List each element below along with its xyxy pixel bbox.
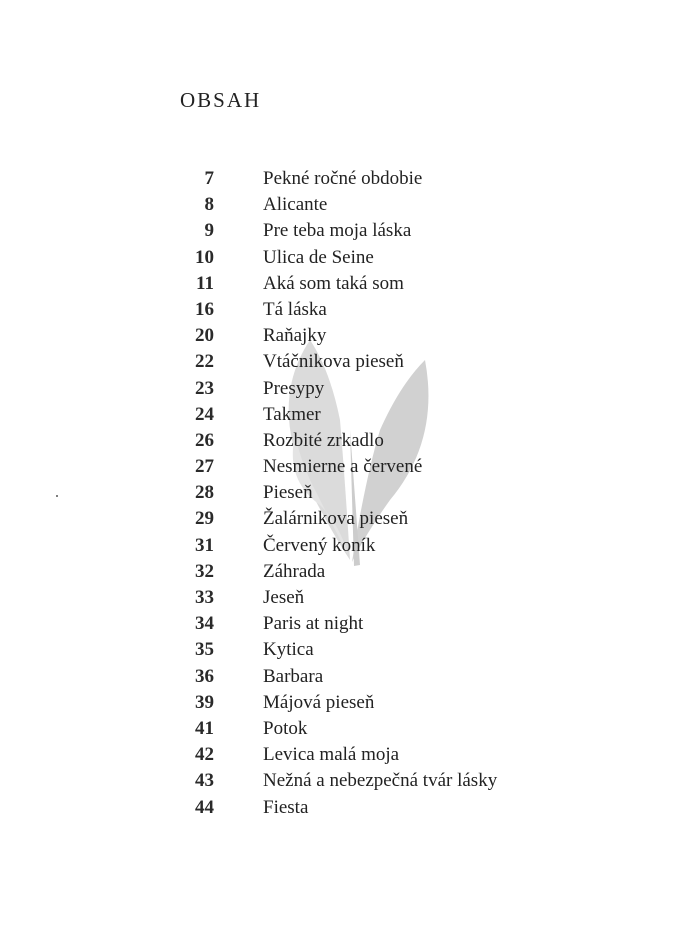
- toc-entry-title: Tá láska: [263, 298, 327, 320]
- toc-entry-title: Rozbité zrkadlo: [263, 429, 384, 451]
- toc-entry: [0, 795, 700, 821]
- toc-entry-title: Alicante: [263, 194, 328, 216]
- toc-entry: [0, 585, 700, 611]
- toc-page-number: 29: [195, 508, 214, 530]
- toc-entry: [0, 480, 700, 506]
- toc-page-number: 41: [195, 717, 214, 739]
- toc-entry: [0, 454, 700, 480]
- toc-entry-title: Raňajky: [263, 325, 327, 347]
- toc-page-number: 9: [204, 220, 214, 242]
- toc-page-number: 27: [195, 456, 214, 478]
- toc-page-number: 8: [204, 194, 214, 216]
- toc-page-number: 24: [195, 403, 214, 425]
- toc-entry: [0, 506, 700, 532]
- toc-entry-title: Presypy: [263, 377, 325, 399]
- toc-page-number: 26: [195, 429, 214, 451]
- toc-entry-title: Potok: [263, 717, 308, 739]
- toc-page-number: 32: [195, 560, 214, 582]
- toc-entry: [0, 192, 700, 218]
- toc-page-number: 22: [195, 351, 214, 373]
- toc-entry: [0, 271, 700, 297]
- toc-entry: [0, 664, 700, 690]
- toc-page-number: 39: [195, 691, 214, 713]
- toc-entry-title: Barbara: [263, 665, 324, 687]
- toc-entry: [0, 166, 700, 192]
- toc-entry-title: Jeseň: [263, 587, 305, 608]
- toc-entry-title: Pieseň: [263, 482, 313, 504]
- toc-page-number: 23: [195, 377, 214, 399]
- toc-page-number: 7: [204, 168, 214, 189]
- toc-page-number: 10: [195, 246, 214, 268]
- toc-entry-title: Nesmierne a červené: [263, 456, 423, 478]
- toc-entry: [0, 245, 700, 271]
- toc-entry-title: Záhrada: [263, 560, 326, 582]
- toc-entry-title: Žalárnikova pieseň: [263, 508, 409, 530]
- toc-entry: [0, 323, 700, 349]
- toc-entry: [0, 402, 700, 428]
- toc-page-number: 16: [195, 298, 214, 320]
- toc-entry-title: Fiesta: [263, 796, 309, 818]
- margin-dot: [56, 495, 58, 497]
- page-title: OBSAH: [180, 88, 262, 112]
- toc-page-number: 34: [195, 613, 214, 635]
- toc-entry: [0, 637, 700, 663]
- toc-entry-title: Vtáčnikova pieseň: [263, 351, 404, 373]
- toc-page-number: 36: [195, 665, 214, 687]
- toc-entry-title: Májová pieseň: [263, 691, 375, 713]
- toc-entry-title: Ulica de Seine: [263, 246, 374, 268]
- toc-entry-title: Kytica: [263, 639, 314, 661]
- toc-page-number: 20: [195, 325, 214, 347]
- toc-page-number: 42: [195, 744, 214, 766]
- toc-entry: [0, 716, 700, 742]
- toc-entry-title: Paris at night: [263, 613, 364, 635]
- toc-entry: [0, 559, 700, 585]
- toc-entry: [0, 533, 700, 559]
- toc-page-number: 33: [195, 587, 214, 608]
- toc-page-number: 44: [195, 796, 214, 818]
- toc-entry-title: Červený koník: [263, 534, 376, 556]
- toc-entry-title: Takmer: [263, 403, 321, 425]
- toc-entry: [0, 428, 700, 454]
- toc-page-number: 11: [196, 272, 214, 294]
- toc-page-number: 35: [195, 639, 214, 661]
- toc-entry-title: Pre teba moja láska: [263, 220, 412, 242]
- toc-entry: [0, 690, 700, 716]
- toc-entry: [0, 768, 700, 794]
- toc-entry: [0, 742, 700, 768]
- toc-entry-title: Levica malá moja: [263, 744, 400, 766]
- toc-page-number: 31: [195, 534, 214, 556]
- toc-entry-title: Nežná a nebezpečná tvár lásky: [263, 770, 498, 792]
- toc-entry: [0, 376, 700, 402]
- toc-page-number: 28: [195, 482, 214, 504]
- toc-entry-title: Aká som taká som: [263, 272, 404, 294]
- toc-entry-title: Pekné ročné obdobie: [263, 168, 423, 189]
- toc-entry: [0, 349, 700, 375]
- toc-entry: [0, 611, 700, 637]
- toc-page-number: 43: [195, 770, 214, 792]
- toc-entry: [0, 297, 700, 323]
- toc-entry: [0, 218, 700, 244]
- table-of-contents: [0, 166, 700, 821]
